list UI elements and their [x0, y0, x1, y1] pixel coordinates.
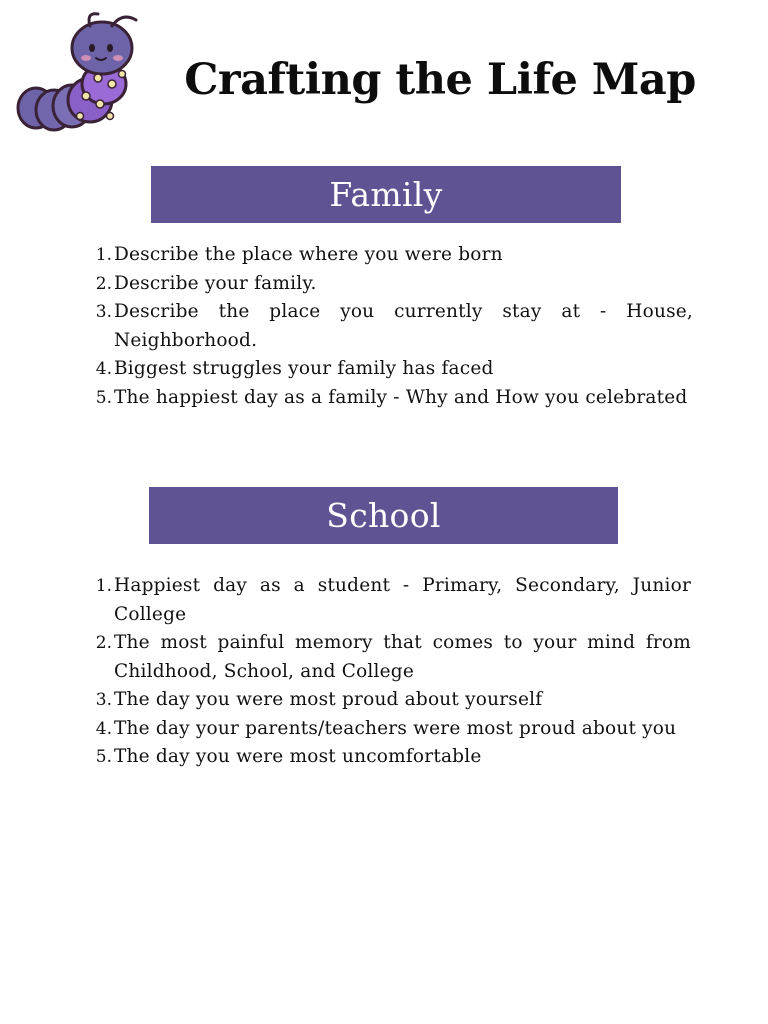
list-item	[88, 270, 693, 299]
item-text: Happiest day as a student - Primary, Secondary, Junior College	[114, 575, 691, 625]
list-item	[88, 384, 693, 413]
list-item	[88, 572, 691, 629]
item-number: 5.	[95, 387, 112, 408]
item-text: The day you were most proud about yourself	[114, 689, 543, 710]
page-title: Crafting the Life Map	[184, 55, 696, 105]
list-item	[88, 715, 691, 744]
item-text: Biggest struggles your family has faced	[114, 358, 494, 379]
item-number: 4.	[95, 718, 112, 739]
item-text: Describe the place where you were born	[114, 244, 503, 265]
item-number: 5.	[95, 747, 112, 767]
item-number: 4.	[95, 359, 112, 379]
item-number: 1.	[95, 576, 112, 596]
list-item	[88, 298, 693, 355]
item-text: Describe your family.	[114, 272, 317, 294]
item-number: 2.	[95, 633, 112, 653]
list-item	[88, 686, 691, 715]
family-section-heading: Family	[329, 175, 443, 214]
item-text: Describe the place you currently stay at - House, Neighborhood.	[114, 301, 693, 351]
item-number: 2.	[95, 273, 112, 294]
family-question-list	[88, 241, 693, 412]
list-item	[88, 241, 693, 270]
item-text: The happiest day as a family - Why and How you celebrated	[114, 386, 688, 408]
item-text: The most painful memory that comes to your mind from Childhood, School, and College	[114, 632, 691, 682]
list-item	[88, 629, 691, 686]
item-number: 3.	[95, 302, 112, 322]
caterpillar-icon	[6, 4, 146, 140]
item-number: 3.	[95, 690, 112, 710]
list-item	[88, 743, 691, 772]
school-section-banner	[149, 487, 618, 544]
item-text: The day your parents/teachers were most proud about you	[114, 717, 677, 739]
list-item	[88, 355, 693, 384]
item-text: The day you were most uncomfortable	[114, 746, 482, 767]
school-section-heading: School	[326, 496, 441, 535]
item-number: 1.	[95, 245, 112, 265]
school-question-list	[88, 572, 691, 772]
family-section-banner	[151, 166, 621, 223]
